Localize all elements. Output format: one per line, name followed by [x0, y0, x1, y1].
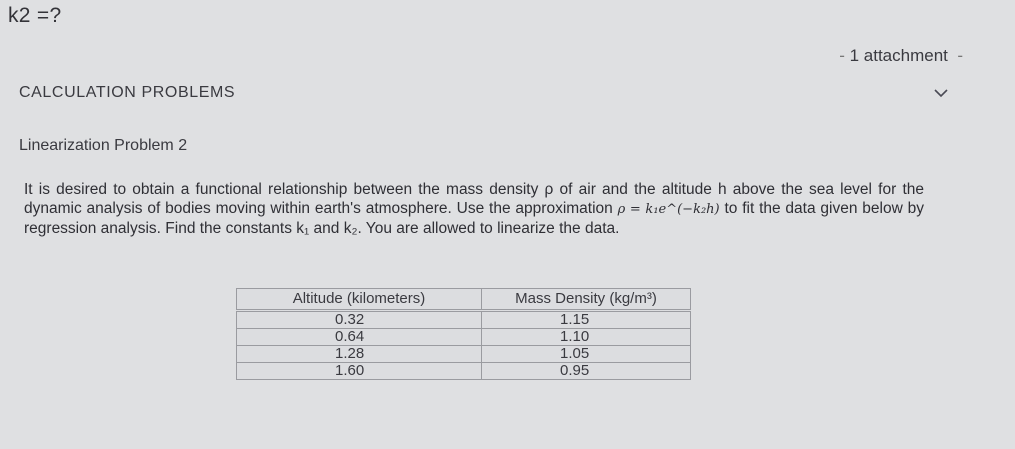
cell-altitude: 1.60	[237, 363, 482, 380]
table-header-row	[237, 289, 691, 311]
attachment-toggle[interactable]	[839, 46, 963, 66]
cell-density: 1.05	[482, 346, 691, 363]
data-table	[236, 288, 691, 380]
table-row	[237, 311, 691, 329]
problem-statement	[24, 180, 924, 238]
section-heading: CALCULATION PROBLEMS	[19, 84, 236, 101]
attachment-label: 1 attachment	[849, 46, 948, 65]
cell-altitude: 0.32	[237, 311, 482, 329]
table-row	[237, 363, 691, 380]
cell-density: 1.10	[482, 329, 691, 346]
dash-left: -	[839, 46, 845, 65]
cell-altitude: 1.28	[237, 346, 482, 363]
problem-text-part2: to fit the data given below by regression analysis. Find the constants k₁ and k₂. You are allowed to linearize the data.	[24, 200, 924, 237]
cell-density: 1.15	[482, 311, 691, 329]
table-row	[237, 346, 691, 363]
table-row	[237, 329, 691, 346]
problem-text-part1: It is desired to obtain a functional relationship between the mass density ρ of air and the altitude h above the sea level for the dynamic analysis of bodies moving within earth's atmosphere. Use the approximation	[24, 181, 924, 217]
cell-altitude: 0.64	[237, 329, 482, 346]
cell-density: 0.95	[482, 363, 691, 380]
question-title: k2 =?	[8, 4, 62, 27]
header-density: Mass Density (kg/m³)	[482, 289, 691, 311]
dash-right: -	[952, 46, 963, 65]
formula: ρ = k₁e^(−k₂h)	[617, 202, 720, 217]
problem-title: Linearization Problem 2	[19, 137, 188, 154]
header-altitude: Altitude (kilometers)	[237, 289, 482, 311]
chevron-down-icon[interactable]	[934, 86, 948, 100]
